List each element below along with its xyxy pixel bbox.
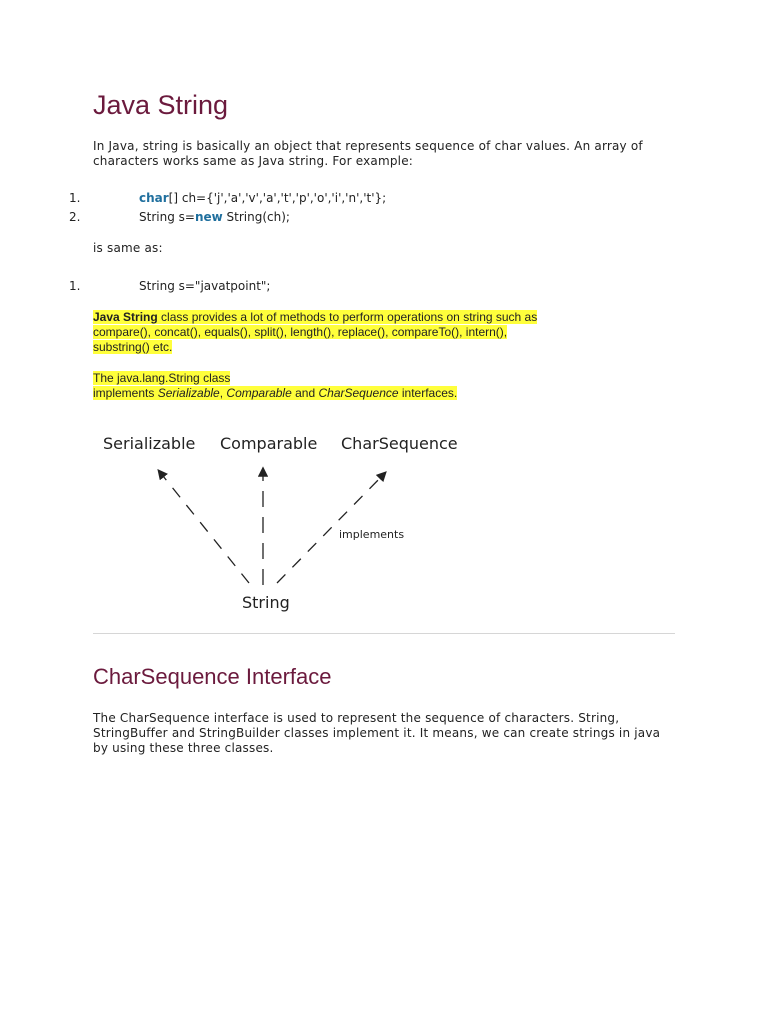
code-line-number: 2. [69,210,81,224]
code-line-number: 1. [69,279,81,293]
section-divider [93,633,675,634]
code-line [139,210,290,225]
highlight-text: and [291,386,319,400]
highlight-text: interfaces. [398,386,458,400]
intro-paragraph: In Java, string is basically an object that represents sequence of char values. An array of characters works same as Java string. For example: [93,139,643,168]
section-title: CharSequence Interface [93,664,332,689]
italic-charsequence: CharSequence [318,386,399,400]
implements-label: implements [339,528,405,541]
page-title: Java String [93,90,229,120]
code-keyword: char [139,191,169,205]
highlight-text: , [219,386,227,400]
code-text: String s= [139,210,195,224]
serializable-label: Serializable [103,434,196,453]
highlight-text: class provides a lot of methods to perform operations on string such as [157,310,538,324]
highlight-text: implements [93,386,158,400]
italic-comparable: Comparable [226,386,292,400]
code-line [139,191,386,206]
string-label: String [242,593,290,612]
code-keyword: new [194,210,223,224]
charsequence-label: CharSequence [341,434,458,453]
italic-serializable: Serializable [157,386,220,400]
highlight-implements-paragraph [93,371,457,401]
highlight-text: compare(), concat(), equals(), split(), length(), replace(), compareTo(), intern(), [93,325,508,339]
highlight-text: substring() etc. [93,340,173,354]
implements-diagram-svg [93,425,493,620]
comparable-label: Comparable [220,434,318,453]
java-string-bold: Java String [93,310,158,324]
highlight-text: The java.lang.String class [93,371,231,385]
same-as-text: is same as: [93,241,163,255]
code-text: String(ch); [222,210,290,224]
arrow-to-serializable [159,471,249,583]
code-text: [] ch={'j','a','v','a','t','p','o','i','n','t'}; [168,191,387,205]
charsequence-paragraph: The CharSequence interface is used to represent the sequence of characters. String, StringBuffer and StringBuilder classes implement it. It means, we can create strings in java by using these three classes. [93,711,661,755]
highlight-methods-paragraph [93,310,537,355]
code-line: String s="javatpoint"; [139,279,271,293]
implements-diagram [93,425,493,620]
code-line-number: 1. [69,191,81,205]
